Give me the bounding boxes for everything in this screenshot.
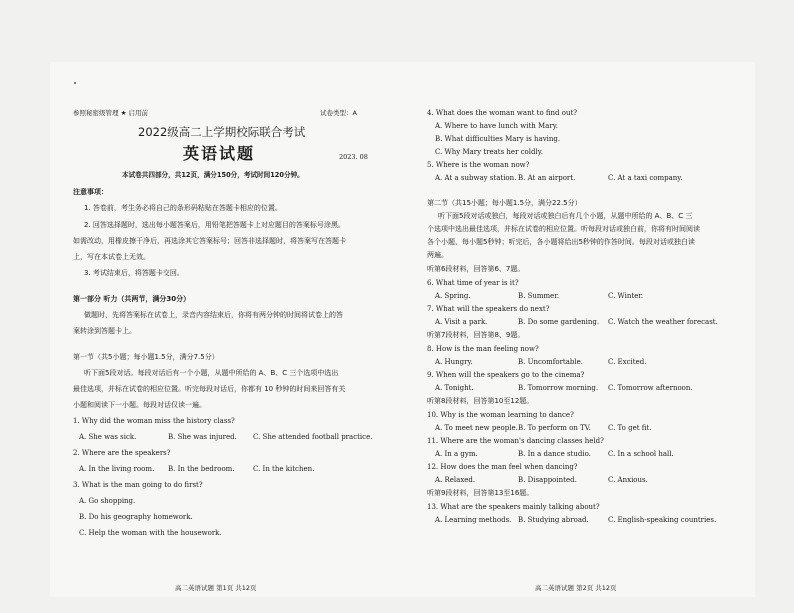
section2-desc-line: 两遍。 xyxy=(427,251,448,259)
option-b: B. To perform on TV. xyxy=(518,424,591,432)
option-a: A. Learning methods. xyxy=(435,516,512,524)
option-a: A. Go shopping. xyxy=(79,497,136,505)
option-a: A. She was sick. xyxy=(79,433,137,441)
option-c: C. At a taxi company. xyxy=(608,174,683,182)
option-b: B. In a dance studio. xyxy=(518,450,591,458)
option-b: B. Do some gardening. xyxy=(518,318,600,326)
page-footer: 高二英语试题 第2页 共12页 xyxy=(535,584,617,592)
question-12: 12. How does the man feel when dancing? xyxy=(427,463,578,471)
listen-instruction: 听第8段材料，回答第10至12题。 xyxy=(427,397,534,405)
option-c: C. Tomorrow afternoon. xyxy=(608,384,693,392)
question-10: 10. Why is the woman learning to dance? xyxy=(427,411,574,419)
part1-desc-line: 案转涂到答题卡上。 xyxy=(73,327,136,335)
page-2 xyxy=(425,62,755,597)
option-c: C. In a school hall. xyxy=(608,450,674,458)
exam-title: 2022级高二上学期校际联合考试 xyxy=(138,125,306,139)
option-b: B. Uncomfortable. xyxy=(518,358,583,366)
section2-desc-line: 各个小题，每小题5秒钟；听完后，各小题将给出5秒钟的作答时间。每段对话或独白读 xyxy=(427,238,695,246)
option-c: C. English-speaking countries. xyxy=(608,516,717,524)
option-a: A. To meet new people. xyxy=(435,424,518,432)
paper-type: 试卷类型：A xyxy=(320,109,357,117)
question-9: 9. When will the speakers go to the cinema? xyxy=(427,371,585,379)
question-4: 4. What does the woman want to find out? xyxy=(427,109,578,117)
option-c: C. In the kitchen. xyxy=(253,465,315,473)
option-c: C. Winter. xyxy=(608,292,644,300)
option-a: A. In a gym. xyxy=(435,450,478,458)
page-footer: 高二英语试题 第1页 共12页 xyxy=(175,584,257,592)
option-c: C. Excited. xyxy=(608,358,647,366)
listen-instruction: 听第7段材料，回答第8、9题。 xyxy=(427,331,525,339)
note-line: 3. 考试结束后，将答题卡交回。 xyxy=(84,269,184,277)
section1-heading: 第一节（共5小题；每小题1.5分，满分7.5分） xyxy=(73,353,219,361)
part1-heading: 第一部分 听力（共两节，满分30分） xyxy=(73,295,191,303)
option-a: A. At a subway station. xyxy=(435,174,517,182)
question-3: 3. What is the man going to do first? xyxy=(73,481,203,489)
listen-instruction: 听第9段材料，回答第13至16题。 xyxy=(427,489,534,497)
option-a: A. Relaxed. xyxy=(435,476,476,484)
option-a: A. Visit a park. xyxy=(435,318,488,326)
option-b: B. Tomorrow morning. xyxy=(518,384,599,392)
notes-heading: 注意事项： xyxy=(73,188,108,196)
option-a: A. Where to have lunch with Mary. xyxy=(435,122,558,130)
question-2: 2. Where are the speakers? xyxy=(73,449,171,457)
listen-instruction: 听第6段材料，回答第6、7题。 xyxy=(427,265,525,273)
page-1 xyxy=(50,62,395,597)
option-b: B. Do his geography homework. xyxy=(79,513,193,521)
section2-desc-line: 听下面5段对话或独白，每段对话或独白后有几个小题，从题中所给的 A、B、C 三 xyxy=(438,212,693,220)
note-line: 2. 回答选择题时，选出每小题答案后，用铅笔把答题卡上对应题目的答案标号涂黑。 xyxy=(84,221,345,229)
part1-desc-line: 做题时，先将答案标在试卷上，录音内容结束后，你将有两分钟的时间将试卷上的答 xyxy=(84,311,343,319)
option-b: B. Disappointed. xyxy=(518,476,577,484)
option-a: A. Tonight. xyxy=(435,384,474,392)
confidential-label: 参照秘密级管理 ★ 启用前 xyxy=(73,109,148,117)
section1-desc-line: 最佳选项，并标在试卷的相应位置。听完每段对话后，你都有 10 秒钟的时间来回答有关 xyxy=(73,385,346,393)
question-1: 1. Why did the woman miss the history class? xyxy=(73,417,235,425)
option-b: B. In the bedroom. xyxy=(168,465,235,473)
question-8: 8. How is the man feeling now? xyxy=(427,345,539,353)
question-5: 5. Where is the woman now? xyxy=(427,161,530,169)
section1-desc-line: 听下面5段对话。每段对话后有一个小题，从题中所给的 A、B、C 三个选项中选出 xyxy=(84,369,339,377)
scan-mark xyxy=(74,82,76,84)
subject-title: 英语试题 xyxy=(183,144,256,163)
section1-desc-line: 小题和阅读下一小题。每段对话仅读一遍。 xyxy=(73,401,206,409)
question-13: 13. What are the speakers mainly talking about? xyxy=(427,503,600,511)
exam-date: 2023. 08 xyxy=(339,153,368,161)
option-c: C. Anxious. xyxy=(608,476,648,484)
option-a: A. In the living room. xyxy=(79,465,155,473)
question-7: 7. What will the speakers do next? xyxy=(427,305,550,313)
option-c: C. To get fit. xyxy=(608,424,652,432)
exam-summary: 本试卷共四部分，共12页，满分150分，考试时间120分钟。 xyxy=(122,171,304,179)
option-b: B. Studying abroad. xyxy=(518,516,589,524)
option-c: C. Watch the weather forecast. xyxy=(608,318,718,326)
note-line: 上，写在本试卷上无效。 xyxy=(73,253,150,261)
option-b: B. At an airport. xyxy=(518,174,576,182)
option-a: A. Hungry. xyxy=(435,358,473,366)
option-c: C. Help the woman with the housework. xyxy=(79,529,222,537)
option-c: C. Why Mary treats her coldly. xyxy=(435,148,543,156)
question-6: 6. What time of year is it? xyxy=(427,279,519,287)
question-11: 11. Where are the woman's dancing classes held? xyxy=(427,437,604,445)
option-b: B. What difficulties Mary is having. xyxy=(435,135,561,143)
note-line: 如需改动，用橡皮擦干净后，再选涂其它答案标号；回答非选择题时，将答案写在答题卡 xyxy=(73,237,346,245)
option-b: B. She was injured. xyxy=(168,433,237,441)
option-b: B. Summer. xyxy=(518,292,560,300)
section2-heading: 第二节（共15小题；每小题1.5分，满分22.5分） xyxy=(427,199,582,207)
option-c: C. She attended football practice. xyxy=(253,433,373,441)
note-line: 1. 答卷前，考生务必将自己的条形码粘贴在答题卡相应的位置。 xyxy=(84,204,282,212)
exam-sheet xyxy=(50,62,755,597)
section2-desc-line: 个选项中选出最佳选项，并标在试卷的相应位置。听每段对话或独白前，你将有时间阅读 xyxy=(427,225,700,233)
option-a: A. Spring. xyxy=(435,292,471,300)
